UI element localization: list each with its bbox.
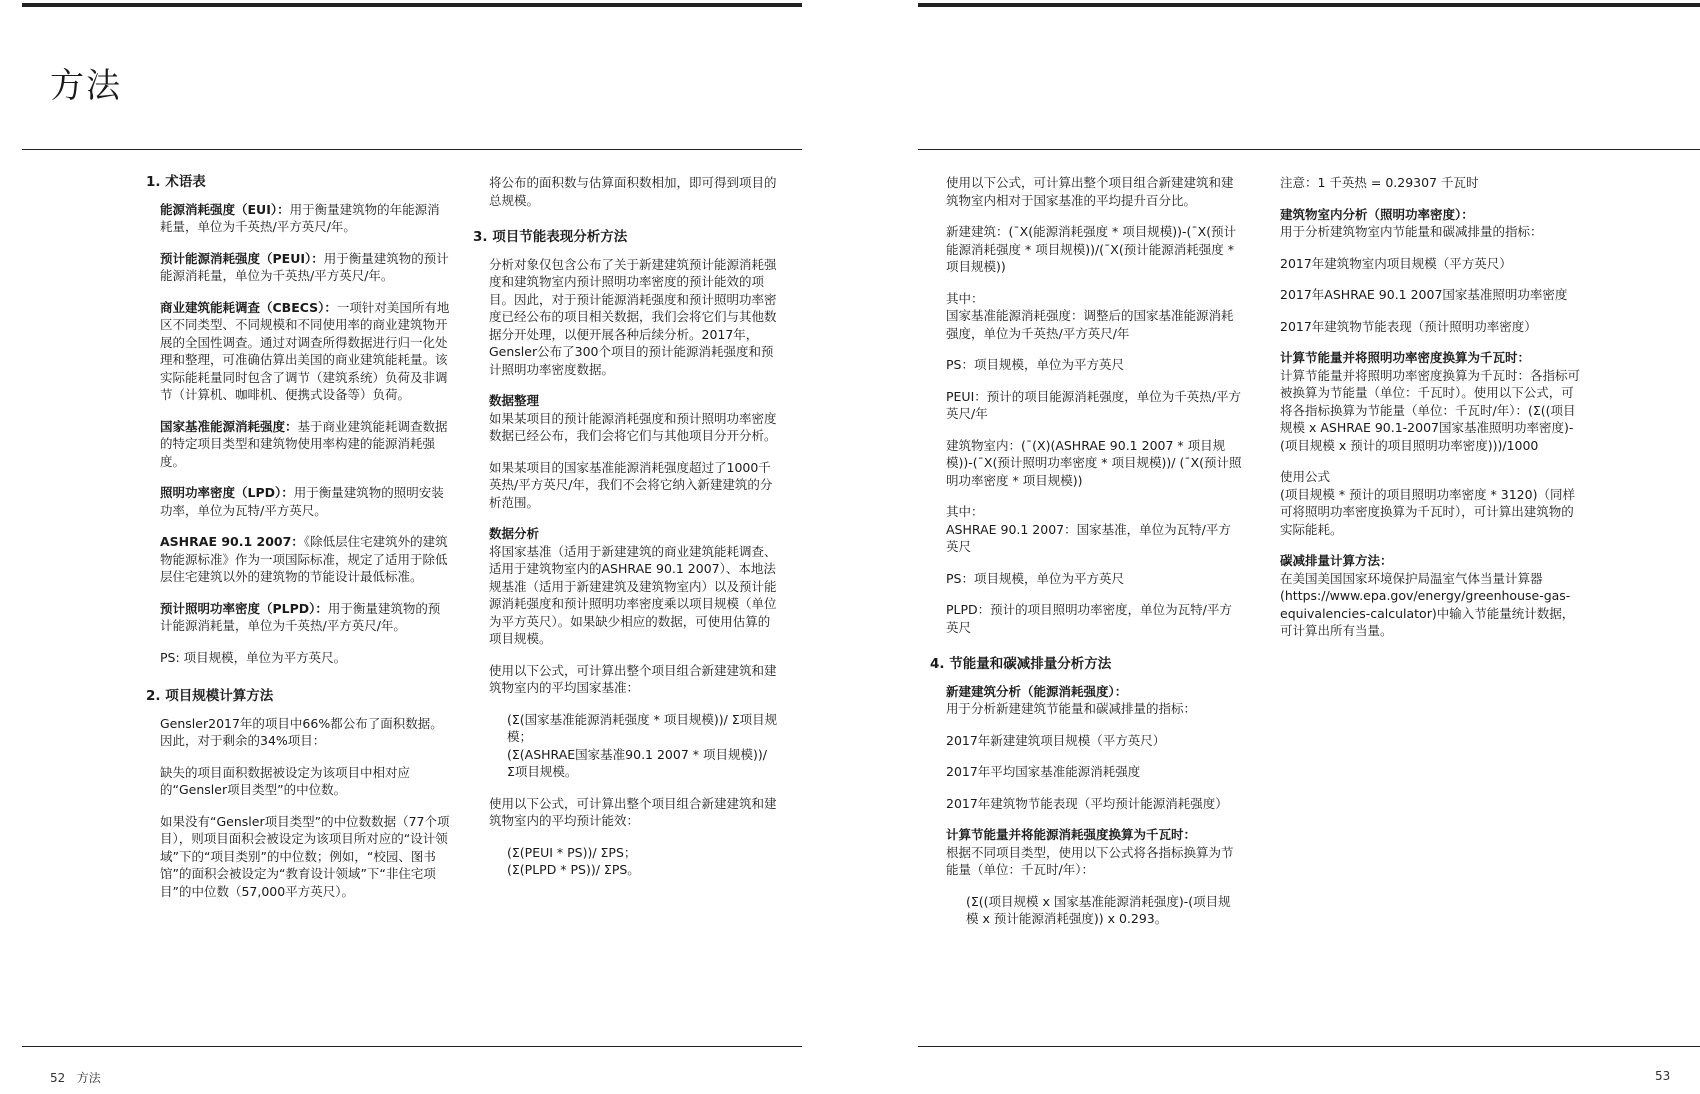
- interior-metrics-intro: 用于分析建筑物室内节能量和碳减排量的指标：: [1280, 224, 1543, 239]
- sub-interior-analysis: 建筑物室内分析（照明功率密度）：: [1280, 206, 1474, 222]
- term-cbecs: 商业建筑能耗调查（CBECS）：: [160, 299, 337, 315]
- metric-interior-performance: 2017年建筑物节能表现（预计照明功率密度）: [1280, 318, 1537, 334]
- metric-interior-size: 2017年建筑物室内项目规模（平方英尺）: [1280, 255, 1512, 271]
- term-baseline: 国家基准能源消耗强度：: [160, 418, 298, 434]
- page-number-right: 53: [1655, 1069, 1671, 1083]
- term-lpd: 照明功率密度（LPD）：: [160, 485, 294, 500]
- glossary-baseline: [160, 418, 451, 471]
- formula-baseline-ashrae: (Σ(ASHRAE国家基准90.1 2007 * 项目规模))/ Σ项目规模。: [507, 746, 767, 779]
- glossary-cbecs: [160, 299, 451, 404]
- header-rule-left: [22, 149, 802, 150]
- def-cbecs: 一项针对美国所有地区不同类型、不同规模和不同使用率的商业建筑物开展的全国性调查。通过对调查所得数据进行归一化处理和整理，可准确估算出美国的商业建筑能耗量。该实际能耗量同时包含了调节（建筑系统）负荷及非调节（计算机、咖啡机、便携式设备等）负荷。: [160, 299, 450, 402]
- sub-new-building-analysis: 新建建筑分析（能源消耗强度）：: [946, 683, 1128, 699]
- where-peui: PEUI：预计的项目能源消耗强度，单位为千英热/平方英尺/年: [946, 388, 1241, 421]
- where-ashrae: ASHRAE 90.1 2007：国家基准，单位为瓦特/平方英尺: [946, 521, 1231, 554]
- formula-new-building: 新建建筑：(¯X(能源消耗强度 * 项目规模))-(¯X(预计能源消耗强度 * 项目规模))/(¯X(预计能源消耗强度 * 项目规模)): [946, 224, 1237, 274]
- column-1: [146, 174, 451, 914]
- where-ps-2: PS：项目规模，单位为平方英尺: [946, 570, 1124, 586]
- sub-energy-conversion: 计算节能量并将能源消耗强度换算为千瓦时：: [946, 827, 1197, 842]
- section-2-heading: 2. 项目规模计算方法: [146, 688, 274, 704]
- glossary-eui: [160, 201, 451, 236]
- formula-peui: (Σ(PEUI * PS))/ ΣPS；: [507, 844, 637, 860]
- metric-avg-baseline-eui: 2017年平均国家基准能源消耗强度: [946, 764, 1141, 779]
- s2-paragraph-3: 如果没有“Gensler项目类型”的中位数数据（77个项目），则项目面积会被设定为该项目所对应的“设计领域”下的“项目类别”的中位数；例如，“校园、图书馆”的面积会被设定为“教育设计领域”下“非住宅项目”的中位数（57,000平方英尺）。: [160, 813, 450, 899]
- def-ps: 项目规模，单位为平方英尺。: [183, 649, 347, 665]
- where-baseline-eui: 国家基准能源消耗强度：调整后的国家基准能源消耗强度，单位为千英热/平方英尺/年: [946, 308, 1234, 341]
- formula-baseline-eui: (Σ(国家基准能源消耗强度 * 项目规模))/ Σ项目规模；: [507, 711, 778, 744]
- col3-p1: 使用以下公式，可计算出整个项目组合新建建筑和建筑物室内相对于国家基准的平均提升百分比。: [946, 175, 1234, 208]
- data-analysis-p2: 使用以下公式，可计算出整个项目组合新建建筑和建筑物室内的平均国家基准：: [489, 662, 777, 695]
- energy-conversion-p: 根据不同项目类型，使用以下公式将各指标换算为节能量（单位：千瓦时/年）：: [946, 844, 1234, 877]
- metric-building-performance: 2017年建筑物节能表现（平均预计能源消耗强度）: [946, 795, 1228, 811]
- glossary-plpd: [160, 600, 451, 635]
- footer-left: [50, 1069, 101, 1086]
- where-label-1: 其中：: [946, 290, 984, 306]
- page-title: 方法: [50, 66, 122, 106]
- data-analysis-p3: 使用以下公式，可计算出整个项目组合新建建筑和建筑物室内的平均预计能效：: [489, 795, 777, 828]
- glossary-ashrae: [160, 533, 451, 586]
- formula-plpd: (Σ(PLPD * PS))/ ΣPS。: [507, 862, 640, 877]
- term-ps: PS:: [160, 649, 180, 665]
- header-rule-right: [918, 149, 1700, 150]
- term-peui: 预计能源消耗强度（PEUI）：: [160, 250, 324, 266]
- use-formula-label: 使用公式: [1280, 469, 1331, 484]
- footer-rule-left: [22, 1046, 802, 1047]
- top-rule-left: [22, 3, 802, 7]
- formula-energy-savings: (Σ((项目规模 x 国家基准能源消耗强度)-(项目规模 x 预计能源消耗强度)) x 0.293。: [966, 893, 1231, 926]
- def-eui: 用于衡量建筑物的年能源消耗量，单位为千英热/平方英尺/年。: [160, 201, 440, 234]
- footer-section-name: 方法: [76, 1071, 101, 1085]
- term-eui: 能源消耗强度（EUI）：: [160, 201, 290, 217]
- metric-ashrae-lpd: 2017年ASHRAE 90.1 2007国家基准照明功率密度: [1280, 287, 1568, 302]
- new-building-metrics-intro: 用于分析新建建筑节能量和碳减排量的指标：: [946, 701, 1197, 716]
- sub-data-analysis: 数据分析: [489, 526, 540, 541]
- page-number-left: 52: [50, 1071, 66, 1085]
- term-ashrae: ASHRAE 90.1 2007：: [160, 534, 304, 549]
- column-2: [473, 174, 778, 893]
- col2-intro: 将公布的面积数与估算面积数相加，即可得到项目的总规模。: [489, 175, 777, 208]
- s2-paragraph-1: Gensler2017年的项目中66%都公布了面积数据。因此，对于剩余的34%项目：: [160, 715, 443, 748]
- metric-new-building-size: 2017年新建建筑项目规模（平方英尺）: [946, 732, 1166, 748]
- glossary-lpd: [160, 484, 451, 519]
- section-4-heading: 4. 节能量和碳减排量分析方法: [930, 656, 1112, 672]
- section-3-heading: 3. 项目节能表现分析方法: [473, 229, 628, 245]
- section-1-heading: 1. 术语表: [146, 174, 206, 190]
- lpd-conversion-p: 计算节能量并将照明功率密度换算为千瓦时：各指标可被换算为节能量（单位：千瓦时）。使用以下公式，可将各指标换算为节能量（单位：千瓦时/年）：(Σ((项目规模 x ASHRAE 90.1-2007国家基准照明功率密度)-(项目规模 x 预计的项目照明功率密度)))/1000: [1280, 367, 1581, 453]
- footer-right: [1655, 1069, 1670, 1083]
- sub-carbon-calc: 碳减排量计算方法：: [1280, 553, 1393, 568]
- def-plpd: 用于衡量建筑物的预计能源消耗量，单位为千英热/平方英尺/年。: [160, 600, 441, 633]
- def-baseline: 基于商业建筑能耗调查数据的特定项目类型和建筑物使用率构建的能源消耗强度。: [160, 418, 448, 469]
- column-4: [1280, 174, 1580, 654]
- s2-paragraph-2: 缺失的项目面积数据被设定为该项目中相对应的“Gensler项目类型”的中位数。: [160, 764, 411, 797]
- where-label-2: 其中：: [946, 504, 984, 519]
- footer-rule-right: [918, 1046, 1700, 1047]
- def-ashrae: 《除低层住宅建筑外的建筑物能源标准》作为一项国际标准，规定了适用于除低层住宅建筑以外的建筑物的节能设计最低标准。: [160, 534, 448, 584]
- glossary-ps: [160, 649, 451, 667]
- formula-interior: 建筑物室内：(¯(X)(ASHRAE 90.1 2007 * 项目规模))-(¯X(预计照明功率密度 * 项目规模))/ (¯X(预计照明功率密度 * 项目规模)): [946, 437, 1242, 488]
- s3-paragraph-1: 分析对象仅包含公布了关于新建建筑预计能源消耗强度和建筑物室内预计照明功率密度的预计能效的项目。因此，对于预计能源消耗强度和预计照明功率密度已经公布的项目相关数据，我们会将它们与其他数据分开处理，以便开展各种后续分析。2017年，Gensler公布了300个项目的预计能源消耗强度和预计照明功率密度数据。: [489, 256, 777, 377]
- term-plpd: 预计照明功率密度（PLPD）：: [160, 600, 328, 616]
- sub-data-cleanup: 数据整理: [489, 393, 540, 408]
- def-peui: 用于衡量建筑物的预计能源消耗量，单位为千英热/平方英尺/年。: [160, 250, 449, 283]
- where-ps-1: PS：项目规模，单位为平方英尺: [946, 357, 1124, 372]
- where-plpd: PLPD：预计的项目照明功率密度，单位为瓦特/平方英尺: [946, 602, 1232, 635]
- data-cleanup-p2: 如果某项目的国家基准能源消耗强度超过了1000千英热/平方英尺/年，我们不会将它纳入新建建筑的分析范围。: [489, 459, 773, 510]
- top-rule-right: [918, 3, 1700, 7]
- column-3: [930, 174, 1243, 942]
- use-formula-text: (项目规模 * 预计的项目照明功率密度 * 3120)（同样可将照明功率密度换算为千瓦时），可计算出建筑物的实际能耗。: [1280, 486, 1575, 537]
- def-lpd: 用于衡量建筑物的照明安装功率，单位为瓦特/平方英尺。: [160, 485, 444, 518]
- sub-lpd-conversion: 计算节能量并将照明功率密度换算为千瓦时：: [1280, 350, 1531, 365]
- carbon-calc-p: 在美国美国国家环境保护局温室气体当量计算器(https://www.epa.gov/energy/greenhouse-gas-equivalencies-calculator)中输入节能量统计数据，可计算出所有当量。: [1280, 570, 1575, 638]
- glossary-peui: [160, 250, 451, 285]
- data-analysis-p1: 将国家基准（适用于新建建筑的商业建筑能耗调查、适用于建筑物室内的ASHRAE 90.1 2007）、本地法规基准（适用于新建建筑及建筑物室内）以及预计能源消耗强度和预计照明功率密度乘以项目规模（单位为平方英尺）。如果缺少相应的数据，可使用估算的项目规模。: [489, 543, 777, 646]
- note-kbtu: 注意：1 千英热 = 0.29307 千瓦时: [1280, 175, 1479, 190]
- data-cleanup-p1: 如果某项目的预计能源消耗强度和预计照明功率密度数据已经公布，我们会将它们与其他项目分开分析。: [489, 410, 777, 443]
